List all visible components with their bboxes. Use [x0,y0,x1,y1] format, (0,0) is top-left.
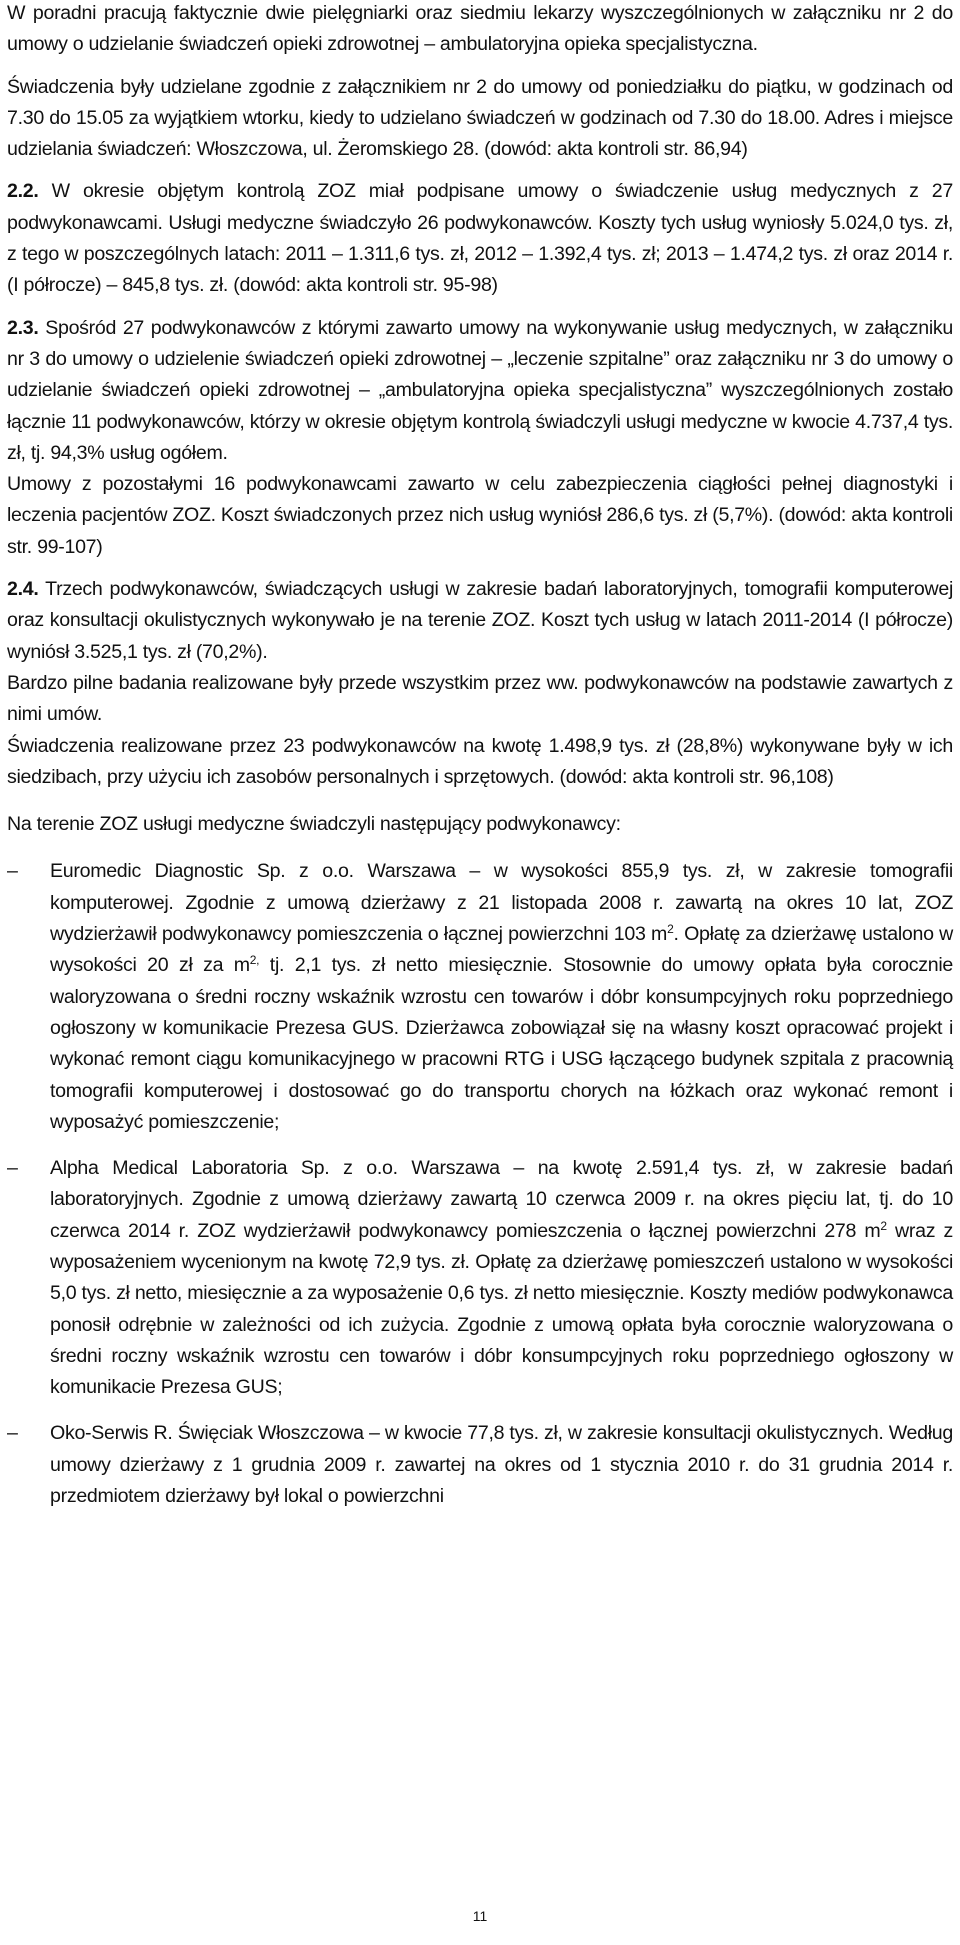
section-text: Spośród 27 podwykonawców z którymi zawarto umowy na wykonywanie usług medycznych, w załączniku nr 3 do umowy o udzielenie świadczeń opieki zdrowotnej – „leczenie szpitalne” oraz załączniku nr 3 do umowy o udzielanie świadczeń opieki zdrowotnej – „ambulatoryjna opieka specjalistyczna” wyszczególnionych zostało łącznie 11 podwykonawców, którzy w okresie objętym kontrolą świadczyli usługi medyczne w kwocie 4.737,4 tys. zł, tj. 94,3% usług ogółem. [7,316,953,464]
page-number: 11 [472,1908,488,1924]
document-body [7,0,953,1527]
paragraph-subcontractors-intro: Na terenie ZOZ usługi medyczne świadczyli następujący podwykonawcy: [7,813,621,836]
section-2-2 [7,176,953,301]
list-item [7,1153,953,1403]
superscript: 2, [249,953,260,968]
list-item [7,1418,953,1512]
section-text: Trzech podwykonawców, świadczących usługi w zakresie badań laboratoryjnych, tomografii komputerowej oraz konsultacji okulistycznych wykonywało je na terenie ZOZ. Koszt tych usług w latach 2011-2014 (I półrocze) wyniósł 3.525,1 tys. zł (70,2%). [7,578,953,663]
list-dash: – [7,1157,18,1180]
list-item-text: tj. 2,1 tys. zł netto miesięcznie. Stosownie do umowy opłata była corocznie waloryzowana o średni roczny wskaźnik wzrostu cen towarów i dóbr konsumpcyjnych roku poprzedniego ogłoszony w komunikacie Prezesa GUS. Dzierżawca zobowiązał się na własny koszt opracować projekt i wykonać remont ciągu komunikacyjnego w pracowni RTG i USG łączącego budynek szpitala z pracownią tomografii komputerowej i dostosować go do transportu chorych na łóżkach oraz wykonać remont i wyposażyć pomieszczenie; [50,954,953,1133]
paragraph-clinic-staff: W poradni pracują faktycznie dwie pielęgniarki oraz siedmiu lekarzy wyszczególnionych w załączniku nr 2 do umowy o udzielanie świadczeń opieki zdrowotnej – ambulatoryjna opieka specjalistyczna. [7,2,953,56]
section-2-3 [7,313,953,469]
list-item [7,856,953,1138]
section-2-4 [7,574,953,668]
paragraph-external-services: Świadczenia realizowane przez 23 podwykonawców na kwotę 1.498,9 tys. zł (28,8%) wykonywane były w ich siedzibach, przy użyciu ich zasobów personalnych i sprzętowych. (dowód: akta kontroli str. 96,108) [7,734,953,788]
superscript: 2 [667,922,674,937]
list-dash: – [7,860,18,883]
section-text: W okresie objętym kontrolą ZOZ miał podpisane umowy o świadczenie usług medycznych z 27 podwykonawcami. Usługi medyczne świadczyło 26 podwykonawców. Koszty tych usług wyniosły 5.024,0 tys. zł, z tego w poszczególnych latach: 2011 – 1.311,6 tys. zł, 2012 – 1.392,4 tys. zł; 2013 – 1.474,2 tys. zł oraz 2014 r. (I półrocze) – 845,8 tys. zł. (dowód: akta kontroli str. 95-98) [7,180,953,297]
list-item-text: Oko-Serwis R. Święciak Włoszczowa – w kwocie 77,8 tys. zł, w zakresie konsultacji okulistycznych. Według umowy dzierżawy z 1 grudnia 2009 r. zawartej na okres od 1 stycznia 2010 r. do 31 grudnia 2014 r. przedmiotem dzierżawy był lokal o powierzchni [50,1422,953,1508]
section-number: 2.2. [7,180,39,203]
section-number: 2.3. [7,316,39,339]
paragraph-service-hours: Świadczenia były udzielane zgodnie z załącznikiem nr 2 do umowy od poniedziałku do piątku, w godzinach od 7.30 do 15.05 za wyjątkiem wtorku, kiedy to udzielano świadczeń w godzinach od 7.30 do 18.00. Adres i miejsce udzielania świadczeń: Włoszczowa, ul. Żeromskiego 28. (dowód: akta kontroli str. 86,94) [7,75,953,161]
paragraph-urgent-tests: Bardzo pilne badania realizowane były przede wszystkim przez ww. podwykonawców na podstawie zawartych z nimi umów. [7,671,953,726]
list-item-text: Alpha Medical Laboratoria Sp. z o.o. Warszawa – na kwotę 2.591,4 tys. zł, w zakresie badań laboratoryjnych. Zgodnie z umową dzierżawy zawartą 10 czerwca 2009 r. na okres pięciu lat, tj. do 10 czerwca 2014 r. ZOZ wydzierżawił podwykonawcy pomieszczenia o łącznej powierzchni 278 m [50,1157,953,1242]
paragraph-remaining-subcontractors: Umowy z pozostałymi 16 podwykonawcami zawarto w celu zabezpieczenia ciągłości pełnej diagnostyki i leczenia pacjentów ZOZ. Koszt świadczonych przez nich usług wyniósł 286,6 tys. zł (5,7%). (dowód: akta kontroli str. 99-107) [7,473,953,558]
list-item-text: . Opłatę za dzierżawę ustalono w wysokości 20 zł za m [50,923,953,977]
subcontractor-list [7,856,953,1512]
superscript: 2 [880,1218,887,1233]
list-item-text: Euromedic Diagnostic Sp. z o.o. Warszawa – w wysokości 855,9 tys. zł, w zakresie tomografii komputerowej. Zgodnie z umową dzierżawy z 21 listopada 2008 r. zawartą na okres 10 lat, ZOZ wydzierżawił podwykonawcy pomieszczenia o łącznej powierzchni 103 m [50,860,953,946]
section-number: 2.4. [7,578,39,601]
list-item-text: wraz z wyposażeniem wycenionym na kwotę 72,9 tys. zł. Opłatę za dzierżawę pomieszczeń ustalono w wysokości 5,0 tys. zł netto, miesięcznie a za wyposażenie 0,6 tys. zł netto miesięcznie. Koszty mediów podwykonawca ponosił odrębnie w zależności od ich zużycia. Zgodnie z umową opłata była corocznie waloryzowana o średni roczny wskaźnik wzrostu cen towarów i dóbr konsumpcyjnych roku poprzedniego ogłoszony w komunikacie Prezesa GUS; [50,1219,953,1399]
list-dash: – [7,1422,18,1445]
